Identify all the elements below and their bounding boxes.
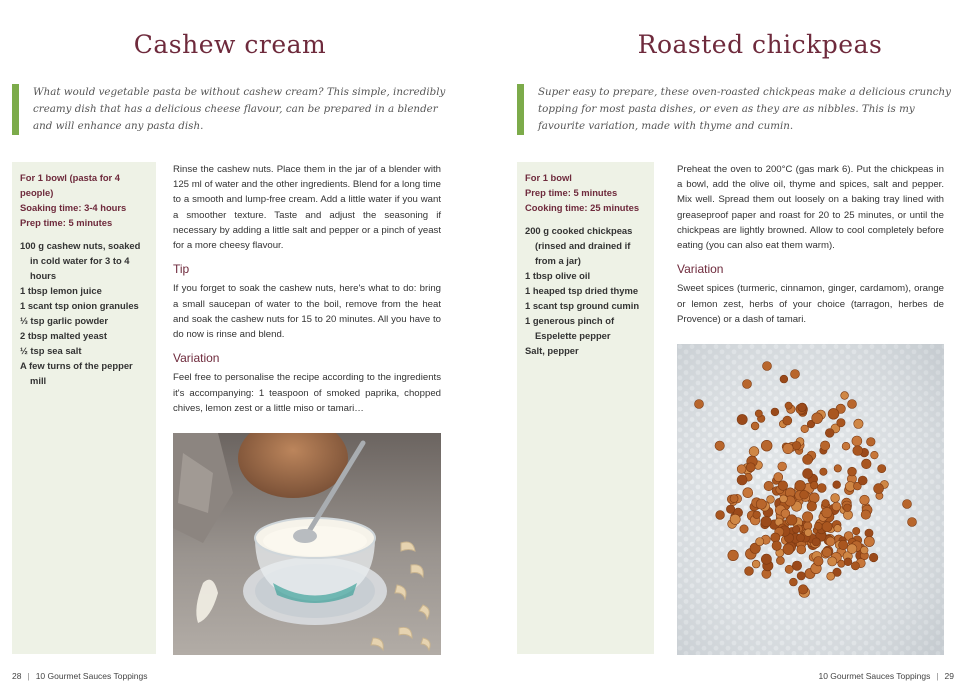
- chickpea: [834, 465, 841, 472]
- chickpea: [787, 515, 797, 525]
- chickpea: [848, 400, 857, 409]
- ingredient-item: 1 scant tsp onion granules: [20, 300, 139, 311]
- chickpea: [756, 538, 764, 546]
- variation-heading: Variation: [173, 351, 220, 366]
- chickpea: [869, 553, 878, 562]
- ingredient-item: 2 tbsp malted yeast: [20, 330, 108, 341]
- chickpea: [820, 468, 827, 475]
- chickpea: [761, 440, 772, 451]
- chickpea: [839, 540, 848, 549]
- chickpea: [908, 518, 917, 527]
- chickpea: [737, 475, 747, 485]
- chickpea: [807, 502, 817, 512]
- variation-text: Feel free to personalise the recipe according to the ingredients it's accompanying: 1 teaspoon of smoked paprika, chopped chives, lemon zest or a little miso or tamari…: [173, 372, 441, 414]
- chickpea: [878, 465, 886, 473]
- chickpea: [861, 510, 870, 519]
- chickpea: [761, 554, 771, 564]
- recipe-title: Cashew cream: [133, 30, 327, 59]
- chickpea: [812, 413, 823, 424]
- chickpea: [763, 362, 772, 371]
- serving-info: For 1 bowl (pasta for 4 people): [20, 172, 121, 198]
- chickpea: [749, 447, 759, 457]
- chickpea: [801, 425, 809, 433]
- chickpea: [743, 488, 753, 498]
- chickpea: [730, 514, 740, 524]
- tip-text: If you forget to soak the cashew nuts, here's what to do: bring a small saucepan of water to the boil, remove from the heat and soak the cashew nuts for 15 to 20 minutes. All you have to do now is rinse and blend.: [173, 283, 441, 341]
- serving-info: For 1 bowl: [525, 172, 572, 183]
- chickpea: [753, 511, 761, 519]
- chickpea: [728, 550, 739, 561]
- footer-separator: |: [936, 671, 939, 681]
- method-text: Preheat the oven to 200°C (gas mark 6). Put the chickpeas in a bowl, add the olive oil, thyme and spices, salt and pepper. Mix well. Spread them out loosely on a baking tray lined with greaseproof paper and roast for 20 to 25 minutes, or until the chickpeas are lightly browned. Allow to cool completely before eating (you can also eat them warm).: [677, 164, 944, 252]
- chickpea: [740, 525, 748, 533]
- variation-text: Sweet spices (turmeric, cinnamon, ginger, cardamom), orange or lemon zest, herbs of your choice (tarragon, herbes de Provence) or a dash of tamari.: [677, 283, 944, 325]
- chickpea: [831, 494, 840, 503]
- chickpea: [903, 500, 912, 509]
- ingredient-item: ⅓ tsp garlic powder: [20, 315, 109, 326]
- tip-heading: Tip: [173, 262, 190, 277]
- cashew-cream-photo: [173, 433, 441, 655]
- chickpea: [792, 561, 801, 570]
- prep-time: Prep time: 5 minutes: [525, 187, 618, 198]
- recipe-intro: What would vegetable pasta be without cashew cream? This simple, incredibly creamy dish that has a delicious cheese flavour, can be prepared in a blender and will enhance any pasta dish.: [12, 84, 453, 135]
- chickpea: [848, 467, 857, 476]
- recipe-title: Roasted chickpeas: [637, 30, 883, 59]
- chickpea: [822, 547, 832, 557]
- chickpea: [844, 558, 852, 566]
- chickpea: [825, 429, 834, 438]
- chickpea: [864, 536, 874, 546]
- right-page: [490, 0, 980, 686]
- variation-heading: Variation: [677, 262, 724, 277]
- page-footer: [818, 671, 954, 681]
- chickpea: [851, 562, 859, 570]
- chickpea: [792, 526, 799, 533]
- chickpea: [867, 438, 876, 447]
- recipe-intro: Super easy to prepare, these oven-roasted chickpeas make a delicious crunchy topping for most pasta dishes, or even as they are as nibbles. This is my favourite variation, made with thyme and cumin.: [517, 84, 958, 135]
- chickpea: [837, 419, 845, 427]
- chickpea: [833, 481, 841, 489]
- page-number: 28: [12, 671, 22, 681]
- page-number: 29: [944, 671, 954, 681]
- roasted-chickpeas-photo: [677, 344, 944, 655]
- ingredient-item: A few turns of the pepper mill: [20, 360, 133, 386]
- chickpea: [803, 455, 813, 465]
- chickpea: [853, 446, 863, 456]
- chickpea: [812, 538, 820, 546]
- chickpea: [797, 572, 805, 580]
- chickpea: [822, 500, 829, 507]
- chickpea: [785, 402, 792, 409]
- chickpea: [790, 578, 798, 586]
- chickpea: [828, 557, 837, 566]
- chickpea: [746, 463, 755, 472]
- ingredient-item: 1 scant tsp ground cumin: [525, 300, 640, 311]
- chickpea: [854, 419, 863, 428]
- ingredient-item: ½ tsp sea salt: [20, 345, 82, 356]
- chickpea: [822, 507, 832, 517]
- chickpea: [817, 484, 826, 493]
- chickpea: [761, 516, 771, 526]
- page-footer: [12, 671, 148, 681]
- chickpea: [780, 495, 788, 503]
- chickpea: [861, 546, 869, 554]
- chickpea: [847, 544, 857, 554]
- chickpea: [842, 442, 850, 450]
- chickpea: [798, 585, 807, 594]
- recipe-body: [677, 162, 944, 327]
- chickpea: [810, 482, 818, 490]
- chickpea: [862, 459, 872, 469]
- chickpea: [841, 392, 849, 400]
- ingredient-list: [20, 238, 148, 388]
- chickpea: [755, 410, 762, 417]
- chickpea: [778, 481, 788, 491]
- chickpea: [767, 496, 775, 504]
- chickpea: [743, 380, 752, 389]
- chickpea: [852, 436, 862, 446]
- prep-time: Prep time: 5 minutes: [20, 217, 113, 228]
- chickpea: [865, 529, 873, 537]
- chickpea: [797, 545, 806, 554]
- chickpea: [804, 529, 812, 537]
- chickpea: [783, 416, 792, 425]
- ingredient-item: Salt, pepper: [525, 345, 579, 356]
- ingredient-item: 1 tbsp olive oil: [525, 270, 591, 281]
- chickpea: [771, 408, 779, 416]
- ingredient-item: 200 g cooked chickpeas (rinsed and drained if from a jar): [525, 225, 633, 266]
- chickpea: [853, 527, 860, 534]
- chickpea: [783, 544, 794, 555]
- chickpea: [776, 557, 784, 565]
- chickpea: [752, 560, 760, 568]
- chickpea: [803, 469, 813, 479]
- book-title: 10 Gourmet Sauces Toppings: [818, 671, 931, 681]
- chickpea: [858, 476, 867, 485]
- chickpea: [783, 443, 793, 453]
- soaking-time: Soaking time: 3-4 hours: [20, 202, 127, 213]
- chickpea: [838, 560, 845, 567]
- chickpea: [871, 451, 879, 459]
- chickpea: [774, 473, 783, 482]
- method-text: Rinse the cashew nuts. Place them in the jar of a blender with 125 ml of water and the other ingredients. Blend for a long time to a smooth and lump-free cream. Add a little water if you want a smoother texture. Taste and adjust the seasoning if necessary by adding a little salt and pepper or a pinch of yeast for a more cheesy flavour.: [173, 164, 441, 252]
- chickpea: [771, 533, 780, 542]
- ingredients-panel: [517, 162, 654, 654]
- recipe-body: [173, 162, 441, 416]
- chickpea: [874, 484, 884, 494]
- chickpea: [828, 408, 839, 419]
- chickpea: [820, 441, 829, 450]
- chickpea: [764, 481, 773, 490]
- ingredient-list: [525, 223, 646, 358]
- chickpea: [791, 370, 800, 379]
- chickpea: [797, 534, 805, 542]
- ingredient-item: 1 tbsp lemon juice: [20, 285, 102, 296]
- footer-separator: |: [27, 671, 30, 681]
- chickpea: [834, 525, 841, 532]
- chickpea: [802, 512, 812, 522]
- chickpea: [800, 490, 809, 499]
- chickpea: [715, 441, 724, 450]
- chickpea: [756, 499, 766, 509]
- chickpea: [726, 505, 734, 513]
- chickpea: [745, 567, 754, 576]
- ingredient-item: 100 g cashew nuts, soaked in cold water for 3 to 4 hours: [20, 240, 141, 281]
- ingredients-panel: [12, 162, 156, 654]
- chickpea: [814, 557, 823, 566]
- book-title: 10 Gourmet Sauces Toppings: [35, 671, 148, 681]
- chickpea: [737, 414, 747, 424]
- chickpea: [730, 495, 738, 503]
- chickpea: [716, 511, 725, 520]
- chickpea: [860, 495, 870, 505]
- cooking-time: Cooking time: 25 minutes: [525, 202, 640, 213]
- chickpea: [832, 502, 841, 511]
- ingredient-item: 1 heaped tsp dried thyme: [525, 285, 639, 296]
- ingredient-item: 1 generous pinch of Espelette pepper: [525, 315, 615, 341]
- chickpea: [827, 572, 835, 580]
- chickpea: [795, 480, 806, 491]
- chickpea: [751, 422, 759, 430]
- chickpea: [844, 504, 852, 512]
- chickpea: [695, 400, 704, 409]
- chickpea: [778, 462, 787, 471]
- chickpea: [814, 522, 822, 530]
- chickpea: [798, 403, 806, 411]
- chickpea: [792, 441, 800, 449]
- chickpea: [737, 465, 746, 474]
- chickpea: [822, 522, 832, 532]
- chickpea: [780, 375, 788, 383]
- chickpea: [772, 541, 781, 550]
- chickpea: [826, 537, 835, 546]
